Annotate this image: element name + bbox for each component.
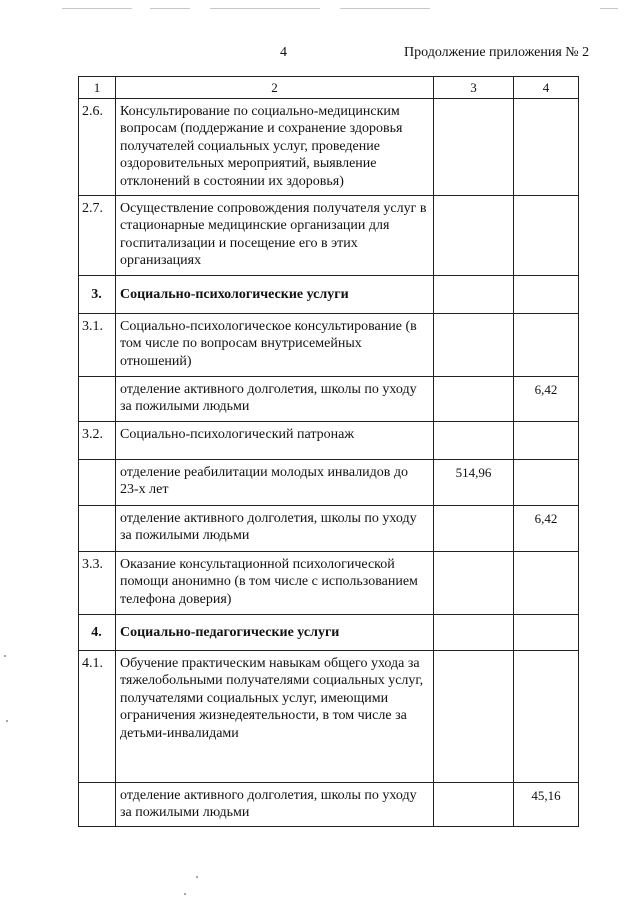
appendix-continuation: Продолжение приложения № 2 [404, 45, 590, 60]
row-number: 3.3. [79, 551, 116, 614]
scan-speck [196, 876, 198, 878]
column-header: 1 [79, 77, 116, 99]
column-header: 3 [434, 77, 514, 99]
scan-mark [150, 8, 190, 9]
value-col4: 6,42 [514, 376, 579, 421]
service-description: Осуществление сопровождения получателя услуг в стационарные медицинские организации для госпитализации и посещение его в этих организациях [116, 195, 434, 275]
row-number [79, 459, 116, 505]
department-description: отделение реабилитации молодых инвалидов до 23-х лет [116, 459, 434, 505]
service-description: Консультирование по социально-медицинским вопросам (поддержание и сохранение здоровья получателей социальных услуг, проведение оздоровительных мероприятий, выявление отклонений в состоянии их здоровья) [116, 98, 434, 195]
table-header-row [79, 77, 579, 99]
value-col3 [434, 376, 514, 421]
value-col4 [514, 275, 579, 313]
row-number: 2.7. [79, 195, 116, 275]
value-col3 [434, 782, 514, 826]
section-title: Социально-психологические услуги [116, 275, 434, 313]
section-number: 4. [79, 614, 116, 650]
section-row [79, 614, 579, 650]
service-description: Обучение практическим навыкам общего ухода за тяжелобольными получателями социальных услуг, получателями социальных услуг, имеющими ограничения жизнедеятельности, в том числе за детьми-инвалидами [116, 650, 434, 782]
value-col4 [514, 551, 579, 614]
value-col3 [434, 195, 514, 275]
table-row [79, 551, 579, 614]
value-col3 [434, 614, 514, 650]
department-description: отделение активного долголетия, школы по уходу за пожилыми людьми [116, 505, 434, 551]
table-row [79, 376, 579, 421]
page-number: 4 [280, 45, 287, 60]
scan-mark [340, 8, 430, 9]
value-col3 [434, 650, 514, 782]
value-col4 [514, 459, 579, 505]
services-table [78, 76, 579, 827]
value-col3 [434, 313, 514, 376]
value-col4 [514, 98, 579, 195]
table-row [79, 195, 579, 275]
table-row [79, 421, 579, 459]
value-col4: 45,16 [514, 782, 579, 826]
row-number: 4.1. [79, 650, 116, 782]
section-row [79, 275, 579, 313]
value-col4 [514, 313, 579, 376]
column-header: 2 [116, 77, 434, 99]
table-row [79, 459, 579, 505]
column-header: 4 [514, 77, 579, 99]
value-col4: 6,42 [514, 505, 579, 551]
scan-mark [210, 8, 320, 9]
table-row [79, 313, 579, 376]
value-col3 [434, 421, 514, 459]
value-col4 [514, 195, 579, 275]
row-number: 2.6. [79, 98, 116, 195]
value-col4 [514, 614, 579, 650]
section-title: Социально-педагогические услуги [116, 614, 434, 650]
section-number: 3. [79, 275, 116, 313]
value-col3 [434, 98, 514, 195]
row-number: 3.1. [79, 313, 116, 376]
row-number [79, 782, 116, 826]
value-col4 [514, 421, 579, 459]
table-row [79, 98, 579, 195]
service-description: Оказание консультационной психологической помощи анонимно (в том числе с использованием телефона доверия) [116, 551, 434, 614]
table-row [79, 782, 579, 826]
value-col3: 514,96 [434, 459, 514, 505]
scan-speck [4, 655, 6, 657]
scan-speck [6, 720, 8, 722]
table-row [79, 505, 579, 551]
scan-mark [600, 8, 618, 9]
row-number [79, 376, 116, 421]
value-col3 [434, 275, 514, 313]
value-col3 [434, 505, 514, 551]
service-description: Социально-психологическое консультирование (в том числе по вопросам внутрисемейных отношений) [116, 313, 434, 376]
row-number: 3.2. [79, 421, 116, 459]
scan-mark [62, 8, 132, 9]
scan-speck [184, 893, 186, 895]
department-description: отделение активного долголетия, школы по уходу за пожилыми людьми [116, 376, 434, 421]
department-description: отделение активного долголетия, школы по уходу за пожилыми людьми [116, 782, 434, 826]
value-col3 [434, 551, 514, 614]
row-number [79, 505, 116, 551]
table-row [79, 650, 579, 782]
value-col4 [514, 650, 579, 782]
service-description: Социально-психологический патронаж [116, 421, 434, 459]
